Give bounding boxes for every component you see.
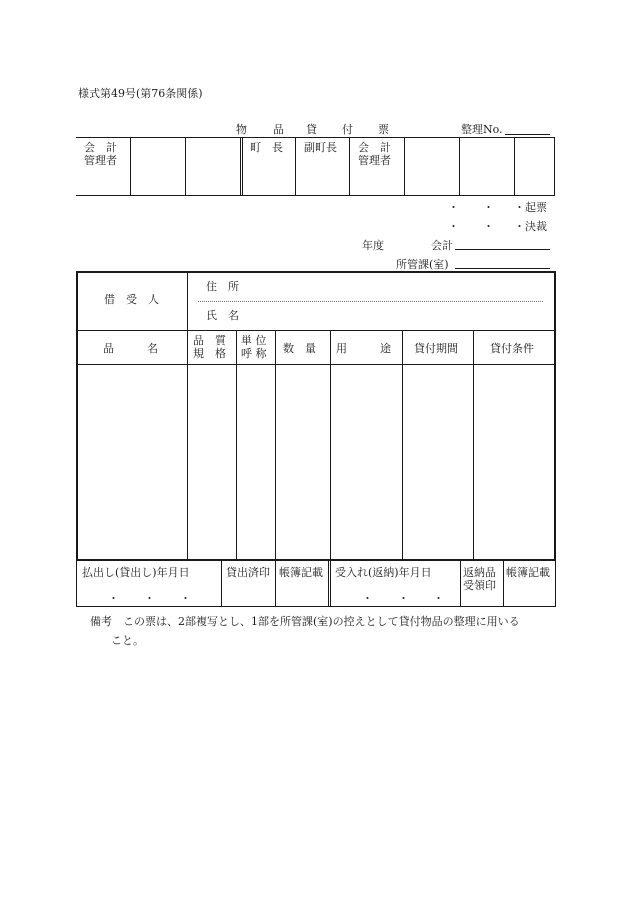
date-dot: ・ — [144, 592, 155, 605]
return-date-label: 受入れ(返納)年月日 — [335, 566, 432, 579]
note-text-line-2: こと。 — [111, 634, 144, 647]
return-receipt-label: 返納品 受領印 — [463, 566, 496, 592]
ledger-label-2: 帳簿記載 — [506, 566, 550, 579]
control-number-label: 整理No. — [461, 123, 503, 136]
lent-seal-label: 貸出済印 — [226, 566, 270, 579]
column-item-name: 品 名 — [103, 342, 158, 355]
dept-label: 所管課(室) — [396, 258, 449, 271]
town-mayor-label: 町 長 — [250, 141, 283, 154]
column-quality: 品 質 規 格 — [193, 334, 226, 360]
ledger-label-1: 帳簿記載 — [279, 566, 323, 579]
date-dot: ・ — [448, 201, 459, 214]
column-quantity: 数 量 — [283, 342, 316, 355]
date-dot: ・ — [483, 220, 494, 233]
account-label: 会計 — [431, 239, 453, 252]
title-char: 貸 — [306, 123, 317, 136]
accountant-label-2: 会 計 管理者 — [358, 141, 391, 167]
control-number-line — [505, 134, 550, 135]
date-dot: ・ — [448, 220, 459, 233]
title-char: 品 — [273, 123, 284, 136]
accountant-label: 会 計 管理者 — [84, 141, 117, 167]
date-dot: ・ — [108, 592, 119, 605]
column-conditions: 貸付条件 — [490, 342, 534, 355]
column-period: 貸付期間 — [414, 342, 458, 355]
deputy-mayor-label: 副町長 — [304, 141, 337, 154]
account-line — [455, 249, 550, 250]
drafted-label: ・起票 — [514, 201, 547, 214]
decided-label: ・決裁 — [514, 220, 547, 233]
title-char: 物 — [236, 123, 247, 136]
date-dot: ・ — [180, 592, 191, 605]
date-dot: ・ — [433, 592, 444, 605]
column-purpose: 用 途 — [336, 342, 391, 355]
column-unit: 単 位 呼 称 — [241, 334, 267, 360]
dept-line — [455, 268, 550, 269]
form-reference: 様式第49号(第76条関係) — [78, 87, 203, 100]
fiscal-year-label: 年度 — [362, 239, 384, 252]
issue-date-label: 払出し(貸出し)年月日 — [82, 566, 190, 579]
date-dot: ・ — [362, 592, 373, 605]
address-label: 住 所 — [206, 280, 239, 293]
note-label: 備考 — [90, 615, 112, 628]
note-text-line-1: この票は、2部複写とし、1部を所管課(室)の控えとして貸付物品の整理に用いる — [123, 615, 520, 628]
date-dot: ・ — [398, 592, 409, 605]
date-dot: ・ — [483, 201, 494, 214]
borrower-label: 借 受 人 — [104, 293, 159, 306]
title-char: 付 — [342, 123, 353, 136]
name-label: 氏 名 — [206, 309, 239, 322]
title-char: 票 — [378, 123, 389, 136]
